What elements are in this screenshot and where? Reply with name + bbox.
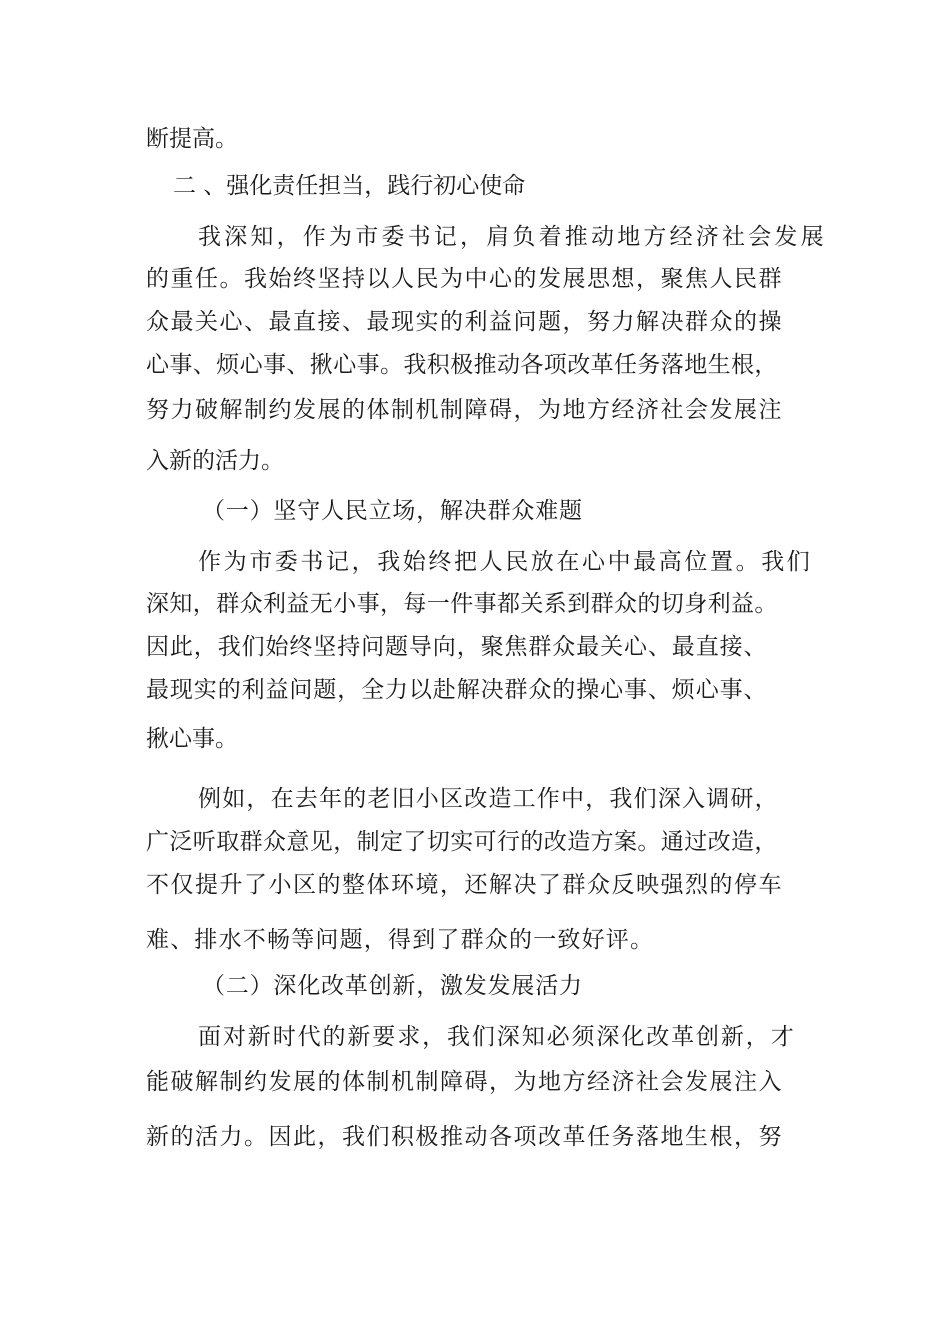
paragraph-line: 揪心事。 [146,726,238,752]
paragraph-line: 广泛听取群众意见，制定了切实可行的改造方案。通过改造， [146,829,778,855]
text-line: 断提高。 [146,126,238,152]
paragraph-line: 心事、烦心事、揪心事。我积极推动各项改革任务落地生根， [146,352,778,378]
paragraph-line: 深知，群众利益无小事，每一件事都关系到群众的切身利益。 [146,591,778,617]
paragraph-line: 众最关心、最直接、最现实的利益问题，努力解决群众的操 [146,309,783,335]
paragraph-line: 面对新时代的新要求，我们深知必须深化改革创新，才 [198,1024,796,1050]
paragraph-line: 入新的活力。 [146,448,284,474]
subsection-heading: （二）深化改革创新，激发发展活力 [202,973,583,999]
paragraph-line: 能破解制约发展的体制机制障碍，为地方经济社会发展注入 [146,1069,783,1095]
section-heading: 二 、强化责任担当，践行初心使命 [173,173,526,199]
paragraph-line: 不仅提升了小区的整体环境，还解决了群众反映强烈的停车 [146,872,783,898]
paragraph-line: 努力破解制约发展的体制机制障碍，为地方经济社会发展注 [146,397,783,423]
paragraph-line: 例如，在去年的老旧小区改造工作中，我们深入调研， [198,786,779,812]
paragraph-line: 作为市委书记，我始终把人民放在心中最高位置。我们 [198,549,813,575]
paragraph-line: 我深知，作为市委书记，肩负着推动地方经济社会发展 [198,224,827,250]
paragraph-line: 因此，我们始终坚持问题导向，聚焦群众最关心、最直接、 [146,634,768,660]
paragraph-line: 难、排水不畅等问题，得到了群众的一致好评。 [146,927,655,953]
paragraph-line: 的重任。我始终坚持以人民为中心的发展思想，聚焦人民群 [146,266,783,292]
paragraph-line: 新的活力。因此，我们积极推动各项改革任务落地生根，努 [146,1124,783,1150]
subsection-heading: （一）坚守人民立场，解决群众难题 [202,498,583,524]
paragraph-line: 最现实的利益问题，全力以赴解决群众的操心事、烦心事、 [146,677,768,703]
